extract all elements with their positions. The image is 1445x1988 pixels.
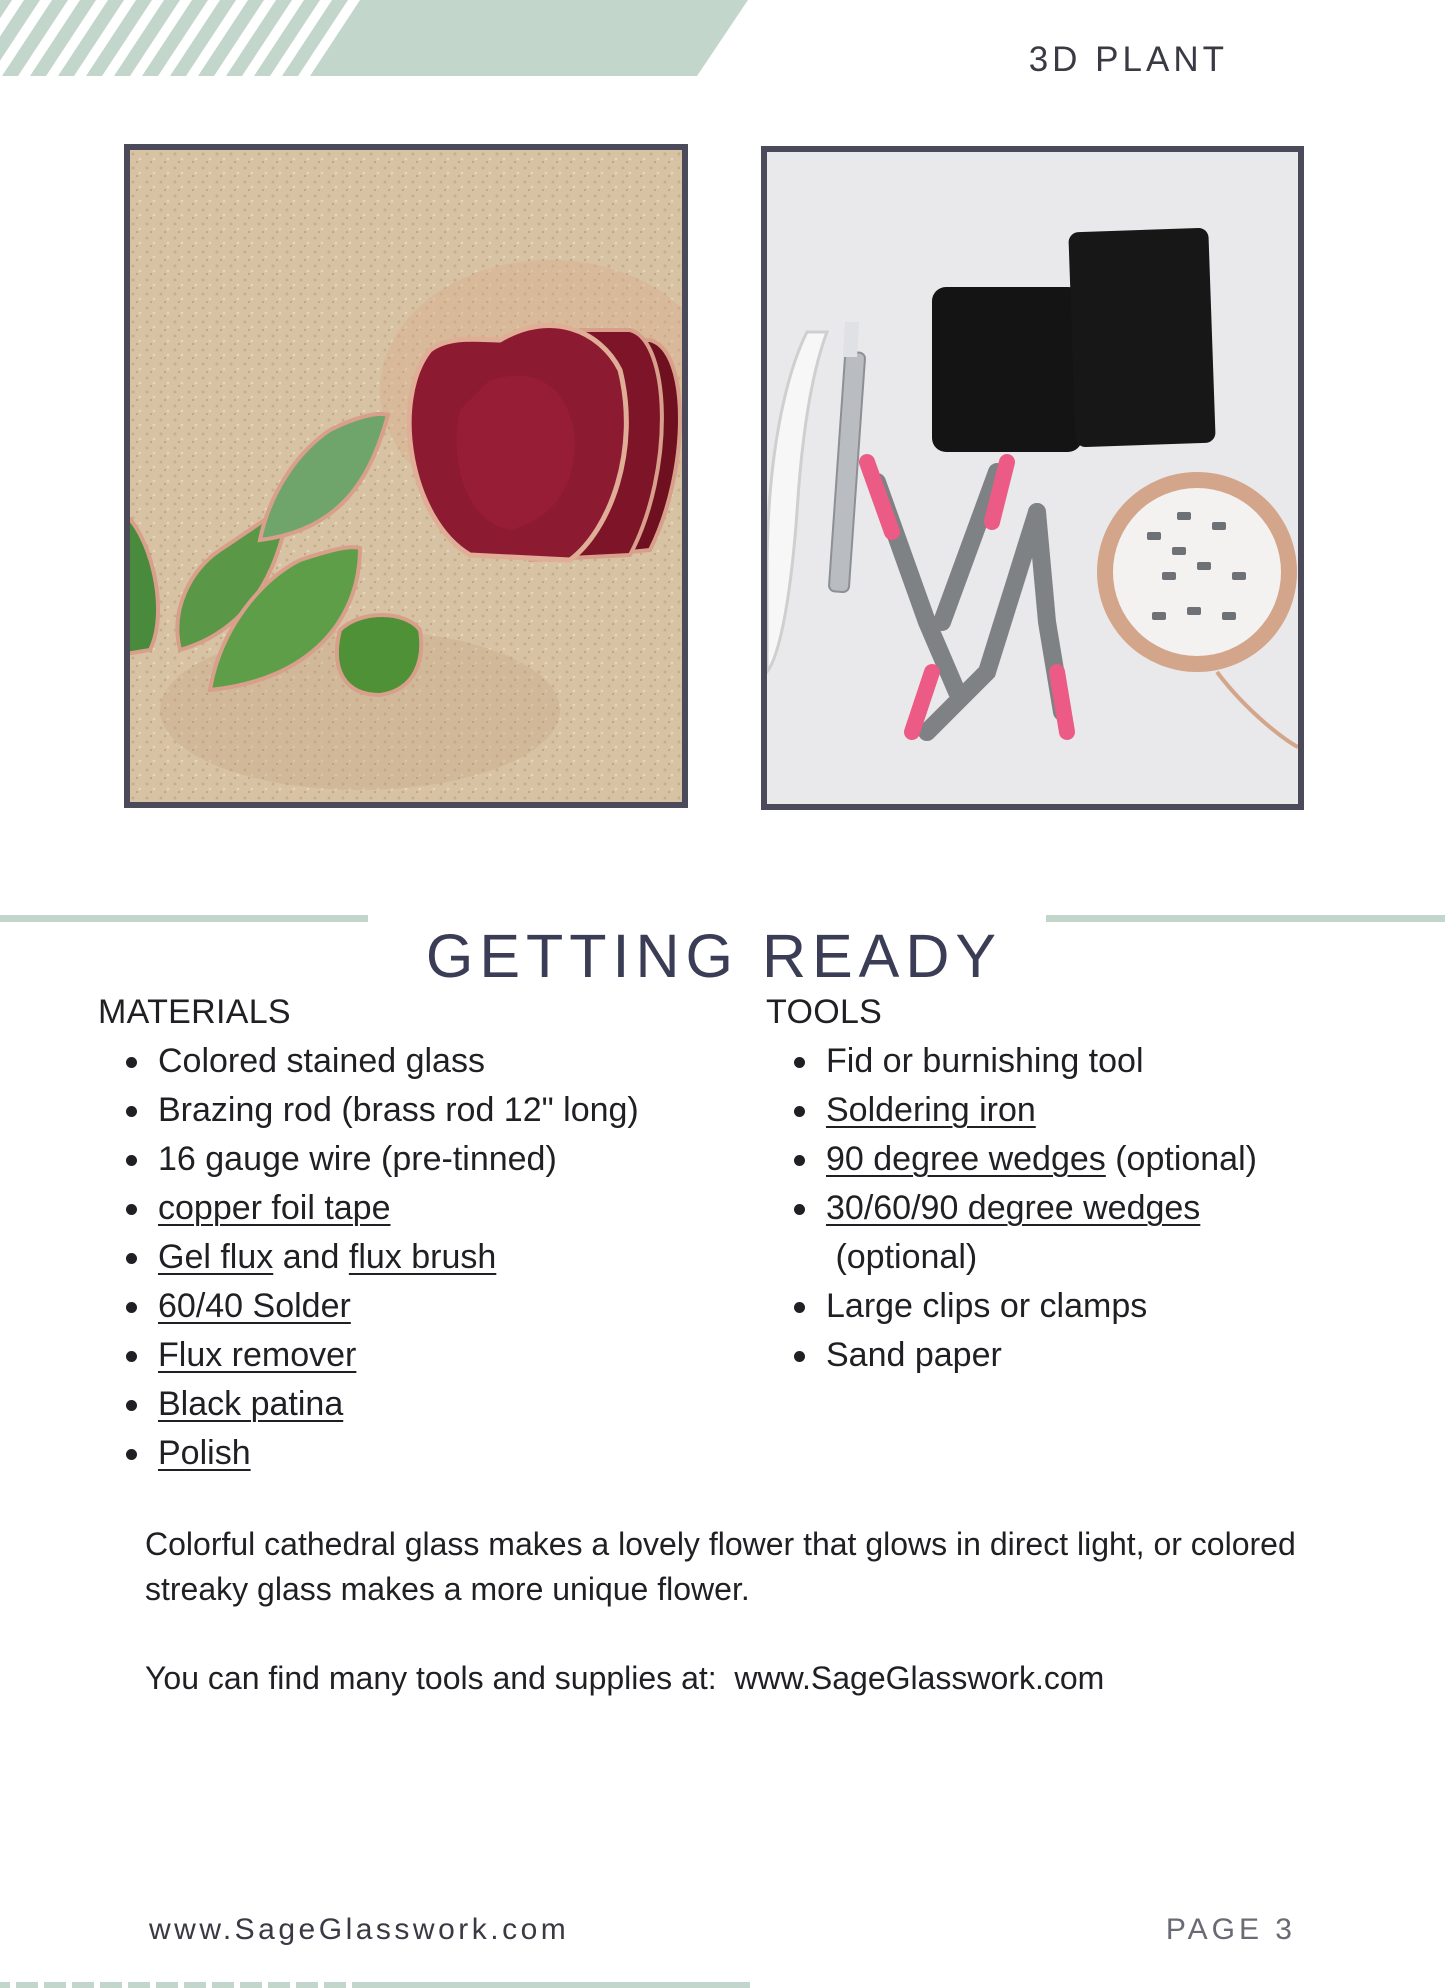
materials-heading: MATERIALS <box>98 993 291 1031</box>
list-item <box>826 1086 1326 1135</box>
footer-stripe <box>0 1982 750 1988</box>
header-stripe-banner <box>0 0 750 76</box>
tools-list <box>766 1037 1326 1380</box>
list-item: Gel flux and flux brush <box>158 1233 718 1282</box>
page-number: PAGE 3 <box>1165 1913 1296 1946</box>
supplies-note: You can find many tools and supplies at: www.SageGlasswork.com <box>145 1660 1105 1696</box>
list-item: Fid or burnishing tool <box>826 1037 1326 1086</box>
materials-section <box>98 988 718 1478</box>
list-item <box>158 1429 718 1478</box>
gel-flux-link[interactable]: Gel flux <box>158 1238 274 1276</box>
footer-website: www.SageGlasswork.com <box>149 1913 570 1946</box>
90-degree-wedges-link[interactable]: 90 degree wedges <box>826 1140 1106 1178</box>
list-item: 90 degree wedges (optional) <box>826 1135 1326 1184</box>
glass-note: Colorful cathedral glass makes a lovely flower that glows in direct light, or colored streaky glass makes a more unique flower. <box>145 1526 1296 1607</box>
list-item <box>158 1331 718 1380</box>
list-item: Sand paper <box>826 1331 1326 1380</box>
flux-remover-link[interactable]: Flux remover <box>158 1336 357 1374</box>
materials-list <box>98 1037 718 1478</box>
tools-photo <box>761 146 1304 810</box>
list-item <box>158 1282 718 1331</box>
30-60-90-degree-wedges-link[interactable]: 30/60/90 degree wedges <box>826 1189 1201 1227</box>
soldering-iron-link[interactable]: Soldering iron <box>826 1091 1036 1129</box>
tools-section <box>766 988 1326 1380</box>
document-title: 3D PLANT <box>1028 40 1228 79</box>
stained-glass-pieces-photo <box>124 144 688 808</box>
copper-foil-tape-link[interactable]: copper foil tape <box>158 1189 391 1227</box>
list-item: Large clips or clamps <box>826 1282 1326 1331</box>
black-patina-link[interactable]: Black patina <box>158 1385 344 1423</box>
list-item <box>158 1380 718 1429</box>
section-title: GETTING READY <box>425 921 1003 990</box>
section-rule-left <box>0 915 368 922</box>
solder-link[interactable]: 60/40 Solder <box>158 1287 351 1325</box>
list-item: 16 gauge wire (pre-tinned) <box>158 1135 718 1184</box>
list-item: Colored stained glass <box>158 1037 718 1086</box>
section-rule-right <box>1046 915 1445 922</box>
list-item: 30/60/90 degree wedges (optional) <box>826 1184 1326 1282</box>
list-item: Brazing rod (brass rod 12" long) <box>158 1086 718 1135</box>
polish-link[interactable]: Polish <box>158 1434 251 1472</box>
list-item <box>158 1184 718 1233</box>
tools-heading: TOOLS <box>766 993 883 1031</box>
flux-brush-link[interactable]: flux brush <box>348 1238 497 1276</box>
